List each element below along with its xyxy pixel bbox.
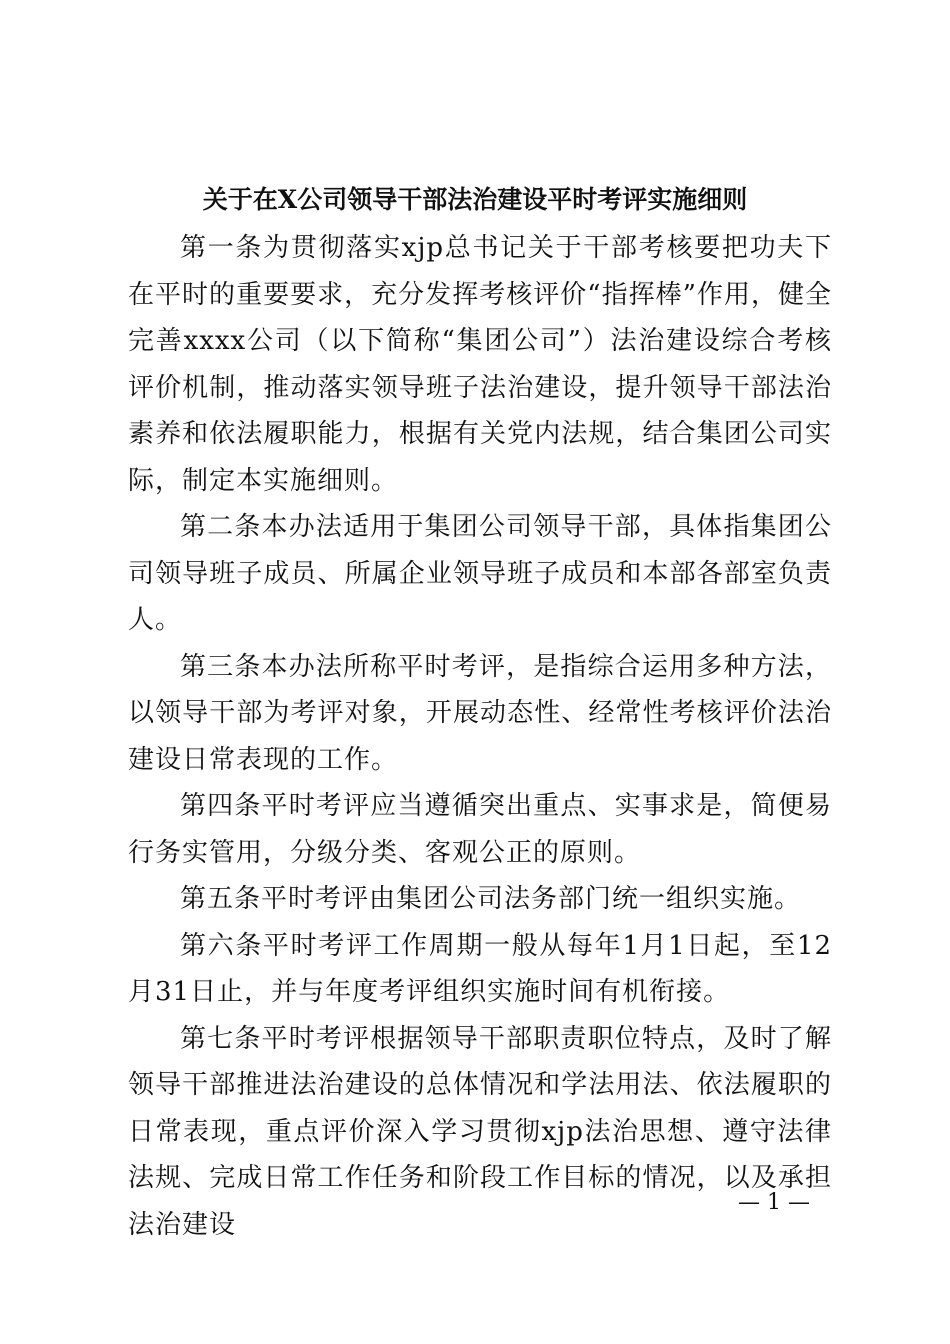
article-2: 第二条本办法适用于集团公司领导干部，具体指集团公司领导班子成员、所属企业领导班子成员和本部各部室负责人。 bbox=[128, 512, 832, 635]
article-1: 第一条为贯彻落实xjp总书记关于干部考核要把功夫下在平时的重要要求，充分发挥考核评价“指挥棒”作用，健全完善xxxx公司（以下简称“集团公司”）法治建设综合考核评价机制，推动落实领导班子法治建设，提升领导干部法治素养和依法履职能力，根据有关党内法规，结合集团公司实际，制定本实施细则。 bbox=[128, 233, 832, 496]
document-body bbox=[128, 225, 832, 1248]
article-3: 第三条本办法所称平时考评，是指综合运用多种方法，以领导干部为考评对象，开展动态性、经常性考核评价法治建设日常表现的工作。 bbox=[128, 651, 832, 775]
article-4: 第四条平时考评应当遵循突出重点、实事求是，简便易行务实管用，分级分类、客观公正的原则。 bbox=[128, 791, 832, 868]
page-number: — 1 — bbox=[738, 1190, 810, 1215]
article-6: 第六条平时考评工作周期一般从每年1月1日起，至12月31日止，并与年度考评组织实施时间有机衔接。 bbox=[128, 930, 832, 1007]
article-5: 第五条平时考评由集团公司法务部门统一组织实施。 bbox=[180, 884, 802, 914]
article-7: 第七条平时考评根据领导干部职责职位特点，及时了解领导干部推进法治建设的总体情况和学法用法、依法履职的日常表现，重点评价深入学习贯彻xjp法治思想、遵守法律法规、完成日常工作任务和阶段工作目标的情况，以及承担法治建设 bbox=[128, 1023, 832, 1240]
document-title: 关于在X公司领导干部法治建设平时考评实施细则 bbox=[202, 185, 748, 214]
